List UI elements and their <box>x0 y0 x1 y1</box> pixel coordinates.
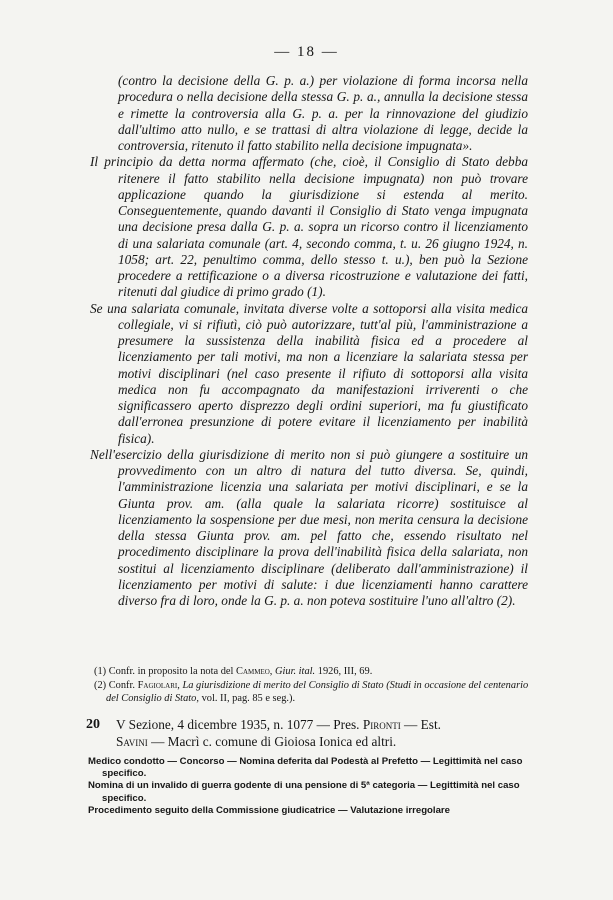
footnote-title: La giurisdizione di merito del Consiglio di Stato (Studi in occasione del centenario del Consiglio di Stato, <box>106 679 529 705</box>
footnote-prefix: Confr. in proposito la nota del <box>108 666 234 677</box>
paragraph-maxim-3: Nell'esercizio della giurisdizione di merito non si può giungere a sostituire un provvedimento con un altro di natura del tutto diversa. Se, quindi, l'amministrazione licenzia una salariata per motivi disciplinari, e se la Giunta prov. am. (alla quale la salariata ricorre) sostituisce al licenziamento la sospensione per due mesi, non merita censura la decisione della stessa Giunta prov. am. pel fatto che, essendo risultato nel procedimento disciplinare la prova dell'inabilità fisica della salariata, non sostitui al licenziamento disciplinare (deliberato dall'amministrazione) il licenziamento per motivi di salute: i due licenziamenti hanno carattere diverso fra di loro, onde la G. p. a. non poteva sostituire l'uno all'altro (2). <box>90 446 528 608</box>
footnote-prefix: Confr. <box>108 679 135 691</box>
paragraph-maxim-2: Se una salariata comunale, invitata diverse volte a sottoporsi alla visita medica collegiale, vi si rifiutì, ciò può autorizzare, tutt'al più, l'amministrazione a presumere la sussistenza della inabilità fisica ed a procedere al licenziamento per tali motivi, ma non a licenziare la salariata stessa per motivi disciplinari (nel caso presente il rifiuto di sottoporsi alla visita medica non fu accompagnato da manifestazioni irriverenti o che significassero aperto disprezzo degli ordini superiori, ma fu giustificato dall'erronea presunzione di potere evitare il licenziamento per inabilità fisica). <box>90 300 528 446</box>
case-president: Pironti <box>362 717 401 732</box>
maxim-item: Nomina di un invalido di guerra godente di una pensione di 5ª categoria — Legittimità nel caso specifico. <box>88 780 520 804</box>
page-number: — 18 — <box>274 44 339 60</box>
footnote: (1) Confr. in proposito la nota del Cammeo, Giur. ital. 1926, III, 69. <box>94 666 373 677</box>
case-heading-line-2 <box>88 733 526 750</box>
footnote-marker: (1) <box>94 666 107 677</box>
body-text <box>90 73 528 609</box>
case-heading-line-1 <box>88 716 526 733</box>
footnote-marker: (2) <box>94 679 107 691</box>
case-number: 20 <box>86 717 100 732</box>
footnote: (2) Confr. Fagiolari, La giurisdizione di merito del Consiglio di Stato (Studi in occasione del centenario del Consiglio di Stato, vol. II, pag. 85 e seg.). <box>94 679 529 705</box>
footnote-reference: vol. II, pag. 85 e seg.). <box>201 693 296 705</box>
case-heading <box>88 716 526 750</box>
maxim-item: Medico condotto — Concorso — Nomina deferita dal Podestà al Prefetto — Legittimità nel caso specifico. <box>88 756 523 780</box>
case-maxims <box>88 756 528 817</box>
footnote-author: Cammeo <box>236 666 270 677</box>
maxim-item: Procedimento seguito della Commissione giudicatrice — Valutazione irregolare <box>88 804 450 816</box>
paragraph-quote-continuation: (contro la decisione della G. p. a.) per violazione di forma incorsa nella procedura o nella decisione della stessa G. p. a., annulla la decisione stessa e rimette la controversia alla G. p. a. per la rinnovazione del giudizio dall'ultimo atto nullo, e se trattasi di altra violazione di legge, decide la controversia, ritenuto il fatto stabilito nella decisione impugnata». <box>118 73 528 153</box>
case-estensore-label: — Est. <box>404 717 441 732</box>
paragraph-maxim-1: Il principio da detta norma affermato (che, cioè, il Consiglio di Stato debba ritenere il fatto stabilito nella decisione impugnata) non può trovare applicazione quando la giurisdizione si estenda al merito. Conseguentemente, quando davanti il Consiglio di Stato venga impugnata una decisione presa dalla G. p. a. sopra un ricorso contro il licenziamento di una salariata comunale (art. 4, secondo comma, t. u. 26 giugno 1924, n. 1058; art. 22, penultimo comma, dello stesso t. u.), ben può la Sezione procedere a rettificazione o a diversa ricostruzione e valutazione dei fatti, ritenuti dal giudice di primo grado (1). <box>90 154 528 300</box>
footnote-author: Fagiolari <box>137 679 178 691</box>
case-parties: — Macrì c. comune di Gioiosa Ionica ed altri. <box>151 734 397 749</box>
footnote-title: Giur. ital. <box>275 666 316 677</box>
footnote-reference: 1926, III, 69. <box>317 666 373 677</box>
footnotes <box>92 665 532 706</box>
case-court-date: V Sezione, 4 dicembre 1935, n. 1077 — Pres. <box>116 717 360 732</box>
case-estensore: Savini <box>116 734 148 749</box>
